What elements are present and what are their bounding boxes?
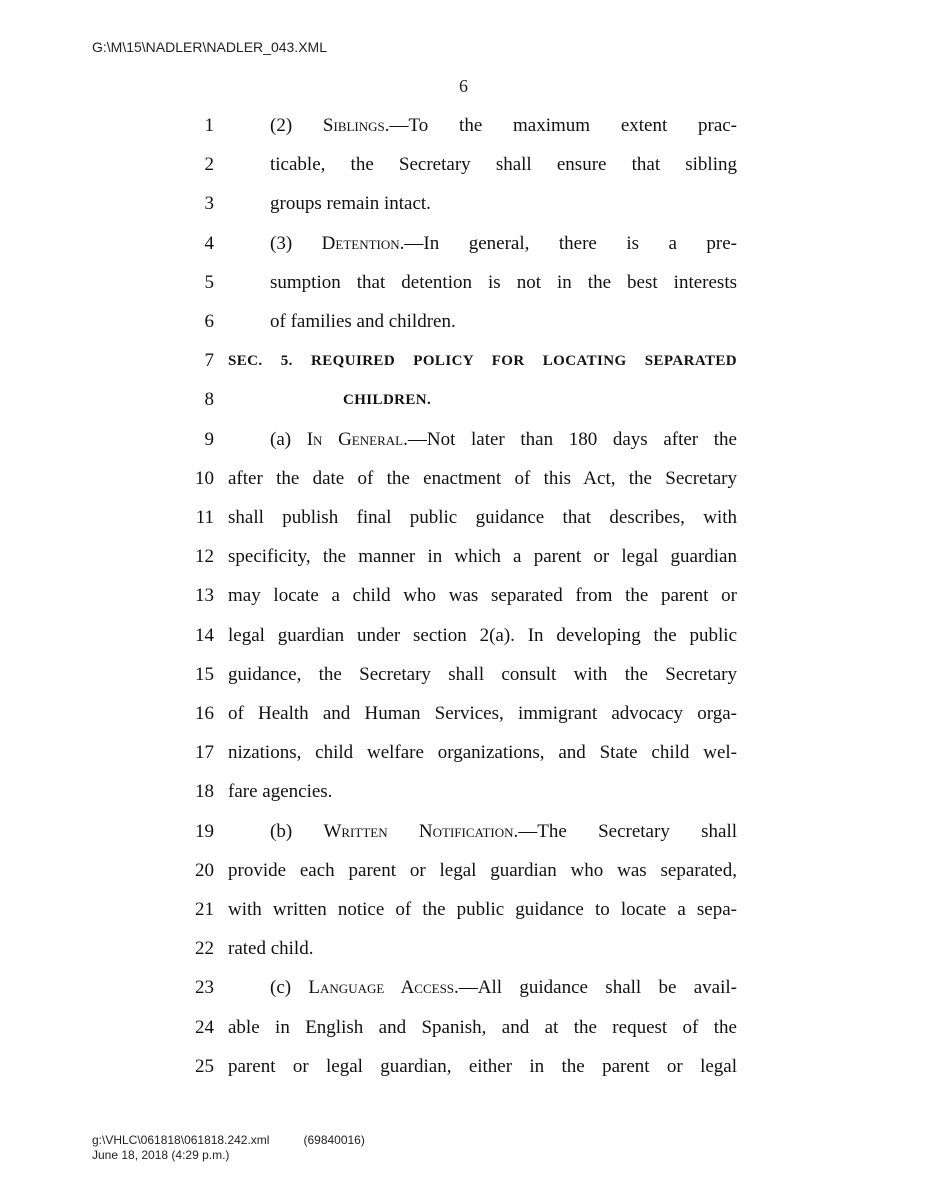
text-segment: SEC. 5. REQUIRED POLICY FOR LOCATING SEPARATED <box>228 353 737 369</box>
line-number: 11 <box>195 507 214 528</box>
text-line <box>228 780 332 804</box>
line-number: 23 <box>195 977 214 998</box>
text-segment: .—The Secretary shall <box>513 821 737 842</box>
text-segment: legal guardian under section 2(a). In developing the public <box>228 625 737 646</box>
text-segment: (2) <box>270 115 323 136</box>
line-number: 2 <box>204 154 214 175</box>
line-number: 7 <box>204 350 214 371</box>
text-segment: able in English and Spanish, and at the request of the <box>228 1017 737 1038</box>
footer-code: (69840016) <box>303 1133 365 1147</box>
text-segment: (a) <box>270 429 307 450</box>
footer-date: June 18, 2018 (4:29 p.m.) <box>92 1148 230 1162</box>
text-line <box>270 310 456 334</box>
line-number: 22 <box>195 938 214 959</box>
text-line <box>270 192 431 216</box>
text-segment: of Health and Human Services, immigrant advocacy orga- <box>228 703 737 724</box>
text-line <box>228 702 737 726</box>
line-number: 21 <box>195 899 214 920</box>
line-number: 25 <box>195 1056 214 1077</box>
line-number: 24 <box>195 1017 214 1038</box>
text-line <box>228 467 737 491</box>
text-line <box>228 1016 737 1040</box>
text-line <box>228 545 737 569</box>
file-path-header: G:\M\15\NADLER\NADLER_043.XML <box>92 39 327 55</box>
text-segment: fare agencies. <box>228 781 333 802</box>
text-line <box>228 1055 737 1079</box>
footer <box>92 1133 365 1163</box>
text-segment: nizations, child welfare organizations, and State child wel- <box>228 742 737 763</box>
line-number: 16 <box>195 703 214 724</box>
section-heading-line <box>228 349 737 373</box>
line-number: 8 <box>204 389 214 410</box>
text-segment: may locate a child who was separated from the parent or <box>228 585 737 606</box>
footer-file: g:\VHLC\061818\061818.242.xml <box>92 1133 270 1147</box>
text-segment: .—In general, there is a pre- <box>399 233 737 254</box>
text-segment: (c) <box>270 977 309 998</box>
text-segment: .—All guidance shall be avail- <box>454 977 737 998</box>
text-segment: after the date of the enactment of this Act, the Secretary <box>228 468 737 489</box>
subsection-heading: In General <box>306 429 404 450</box>
subsection-heading: Detention <box>321 233 400 254</box>
text-segment: (3) <box>270 233 322 254</box>
text-line <box>228 741 737 765</box>
text-segment: CHILDREN. <box>343 392 432 408</box>
line-number: 3 <box>204 193 214 214</box>
line-number: 17 <box>195 742 214 763</box>
text-line <box>270 153 737 177</box>
page-number: 6 <box>459 76 468 96</box>
text-line <box>270 232 737 256</box>
line-number: 19 <box>195 821 214 842</box>
text-segment: parent or legal guardian, either in the parent or legal <box>228 1056 737 1077</box>
line-number: 9 <box>204 429 214 450</box>
line-number: 4 <box>204 233 214 254</box>
text-line <box>228 898 737 922</box>
subsection-heading: Siblings <box>322 115 385 136</box>
text-segment: specificity, the manner in which a parent or legal guardian <box>228 546 737 567</box>
text-line <box>270 271 737 295</box>
line-number: 12 <box>195 546 214 567</box>
subsection-heading: Language Access <box>308 977 455 998</box>
text-segment: .—To the maximum extent prac- <box>384 115 737 136</box>
text-segment: shall publish final public guidance that describes, with <box>228 507 737 528</box>
text-segment: guidance, the Secretary shall consult with the Secretary <box>228 664 737 685</box>
text-segment: groups remain intact. <box>270 193 431 214</box>
text-line <box>270 428 737 452</box>
text-line <box>228 506 737 530</box>
line-number: 15 <box>195 664 214 685</box>
text-line <box>228 937 313 961</box>
line-number: 5 <box>204 272 214 293</box>
line-number: 14 <box>195 625 214 646</box>
text-line <box>228 584 737 608</box>
section-heading-line <box>343 388 431 412</box>
text-segment: .—Not later than 180 days after the <box>403 429 737 450</box>
line-number: 13 <box>195 585 214 606</box>
text-segment: ticable, the Secretary shall ensure that sibling <box>270 154 737 175</box>
text-segment: sumption that detention is not in the best interests <box>270 272 737 293</box>
text-segment: with written notice of the public guidance to locate a sepa- <box>228 899 737 920</box>
text-line <box>270 114 737 138</box>
subsection-heading: Written Notification <box>323 821 514 842</box>
text-segment: rated child. <box>228 938 314 959</box>
text-line <box>228 663 737 687</box>
text-line <box>228 624 737 648</box>
text-line <box>228 859 737 883</box>
text-segment: provide each parent or legal guardian who was separated, <box>228 860 737 881</box>
line-number: 10 <box>195 468 214 489</box>
text-segment: of families and children. <box>270 311 456 332</box>
line-number: 1 <box>204 115 214 136</box>
text-segment: (b) <box>270 821 324 842</box>
line-number: 18 <box>195 781 214 802</box>
line-number: 6 <box>204 311 214 332</box>
text-line <box>270 976 737 1000</box>
text-line <box>270 820 737 844</box>
line-number: 20 <box>195 860 214 881</box>
